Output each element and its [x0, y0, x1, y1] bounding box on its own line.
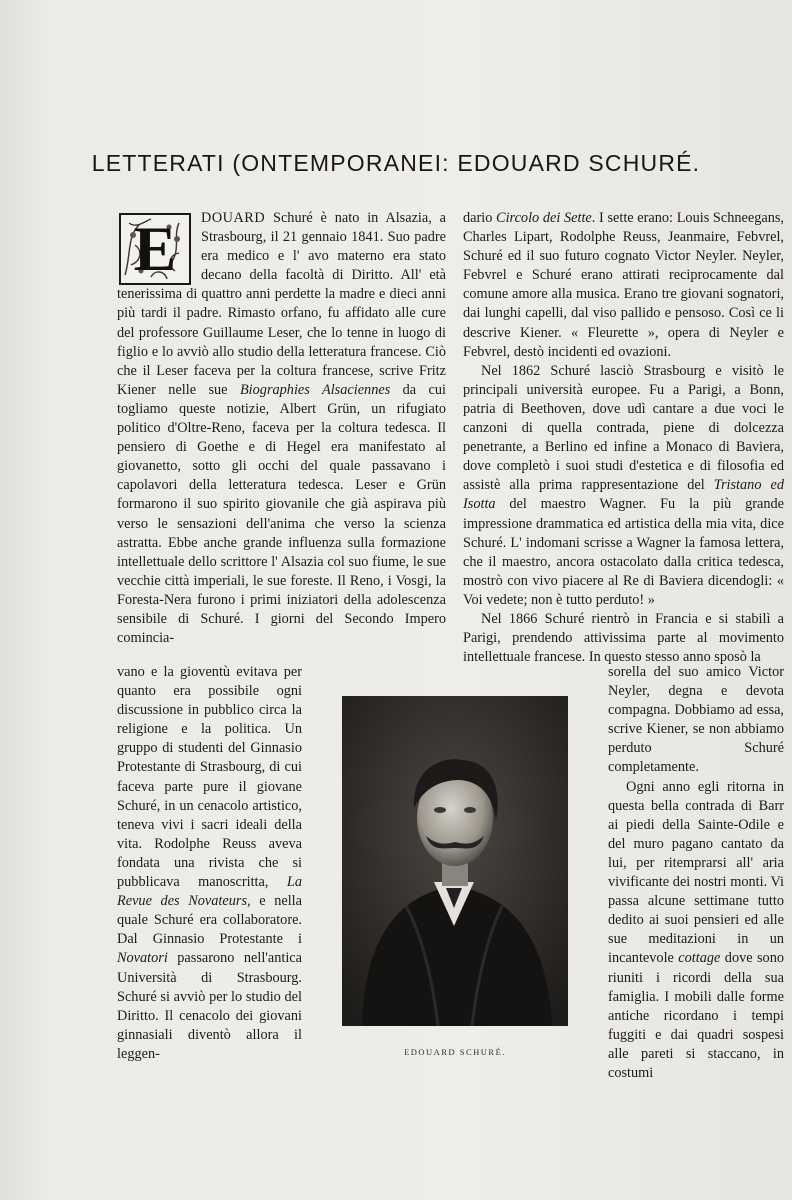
paragraph-1-end: da cui togliamo queste notizie, Albert Grün, un rifugiato politico d'Oltre-Reno, faceva per la coltura tedesca. Il pensiero di Goethe e di Hegel era manifestato al giovanetto, sotto gli occhi del quale passavano i capolavori della letteratura tedesca. Leser e Grün formarono il suo spirito giovanile che già aspirava più verso le sensazioni dell'anima che verso la scienza astratta. Ebbe anche grande influenza sulla formazione intellettuale dello scrittore l' Alsazia col suo fiume, le sue vecchie città imperiali, le sue foreste. Il Reno, i Vosgi, la Foresta-Nera furono i primi iniziatori della adolescenza sensibile di Schuré. I giorni del Secondo Impero comincia- — [117, 381, 447, 647]
right-p1-b: . I sette erano: Louis Schneegans, Charles Lipart, Rodolphe Reuss, Jeanmaire, Febvrel, Schuré ed il suo futuro cognato Victor Neyler. Neyler, Febvrel e Schuré erano attirati reciprocamente dal comune amore alla musica. Erano tre giovani sognatori, dai lunghi capelli, dal viso pallido e pensoso. Così ce li descrive Kiener. « Fleurette », opera di Neyler e Febvrel, destò incidenti ed ovazioni. — [463, 210, 784, 360]
italic-circolo: Circolo dei Sette — [496, 210, 592, 226]
dropcap-ornament — [119, 213, 191, 285]
right-narrow-p2-b: dove sono riuniti i ricordi della sua famiglia. I mobili dalle forme antiche ricordano i tempi fuggiti e dai quadri sospesi alle pareti si staccano, in costumi — [608, 950, 784, 1081]
right-p2-a: Nel 1862 Schuré lasciò Strasbourg e visitò le principali università europee. Fu a Parigi, a Bonn, patria di Beethoven, dove udì cantare a due voci le canzoni di quella contrada, piene di dolcezza penetrante, a Berlino ed infine a Monaco di Baviera, dove completò i suoi studi d'estetica e di filosofia ed assistè alla prima rappresentazione del — [463, 362, 784, 494]
paragraph-4-continued: sorella del suo amico Victor Neyler, degna e devota compagna. Dobbiamo ad essa, scrive Kiener, se non abbiamo perduto Schuré completamente. — [608, 664, 784, 776]
paragraph-2 — [463, 209, 784, 362]
right-narrow-p2-a: Ogni anno egli ritorna in questa bella contrada di Barr ai piedi della Sainte-Odile e del muro pagano cantato da lui, per ritemprarsi all' aria vivificante dei nostri monti. Vi passa alcune settimane tutto dedito ai suoi pensieri ed alle sue meditazioni in un incantevole — [608, 778, 784, 967]
portrait-figure-icon — [342, 696, 568, 1026]
italic-title-revue: La Revue des Novateurs — [117, 874, 302, 910]
right-narrow-column — [608, 663, 784, 1083]
narrow-text-3: passarono nell'antica Università di Strasbourg. Schuré si avviò per lo studio del Diritto. Il cenacolo dei giovani ginnasiali diventò allora il leggen- — [117, 950, 302, 1062]
paragraph-1-text: Schuré è nato in Alsazia, a Strasbourg, il 21 gennaio 1841. Suo padre era medico e l' avo materno era stato decano della facoltà di Diritto. All' età tenerissima di quattro anni perdette la madre e dieci anni più tardi il padre. Rimasto orfano, fu affidato alle cure del professore Guillaume Leser, che lo tenne in luogo di figlio e lo avviò allo studio della letteratura francese. Ciò che il Leser faceva per la coltura francese, scrive Fritz Kiener nelle sue — [117, 210, 446, 398]
right-p2-b: del maestro Wagner. Fu la più grande impressione drammatica ed artistica della mia vita, dice Schuré. L' indomani scrisse a Wagner la famosa lettera, che il maestro, ancora ostacolato dalla critica tedesca, mostrò con vivo piacere al Re di Baviera dicendogli: « Voi vedete; non è tutto perduto! » — [463, 496, 784, 608]
paragraph-1-continued — [117, 663, 302, 1064]
photo-caption: EDOUARD SCHURÉ. — [404, 1047, 506, 1057]
opening-word: DOUARD — [201, 210, 266, 226]
italic-novatori: Novatori — [117, 950, 168, 967]
left-narrow-column — [117, 663, 302, 1064]
italic-cottage: cottage — [678, 950, 721, 967]
right-p1-a: dario — [463, 210, 497, 226]
paragraph-5 — [608, 778, 784, 1084]
page-title: LETTERATI (ONTEMPORANEI: EDOUARD SCHURÉ. — [91, 150, 701, 176]
left-column — [117, 209, 446, 648]
narrow-text-1: vano e la gioventù evitava per quanto era possibile ogni discussione in pubblico circa la religione e la politica. Un gruppo di studenti del Ginnasio Protestante di Strasbourg, di cui faceva parte pure il giovane Schuré, in un cenacolo artistico, teneva vivi i sacri ideali della vita. Rodolphe Reuss aveva fondata una rivista che si pubblicava manoscritta, — [117, 664, 302, 891]
portrait-photo — [342, 696, 568, 1026]
italic-tristano: Tristano ed Isotta — [463, 477, 785, 513]
paragraph-4: Nel 1866 Schuré rientrò in Francia e si stabilì a Parigi, prendendo attivissima parte al movimento intellettuale francese. In questo stesso anno sposò la — [463, 610, 784, 666]
right-column — [463, 209, 784, 667]
dropcap-letter: E — [133, 213, 177, 284]
italic-title-biographies: Biographies Alsaciennes — [239, 381, 391, 398]
paragraph-3 — [463, 362, 784, 610]
narrow-text-2: , e nella quale Schuré era collaboratore. Dal Ginnasio Protestante i — [117, 893, 302, 948]
